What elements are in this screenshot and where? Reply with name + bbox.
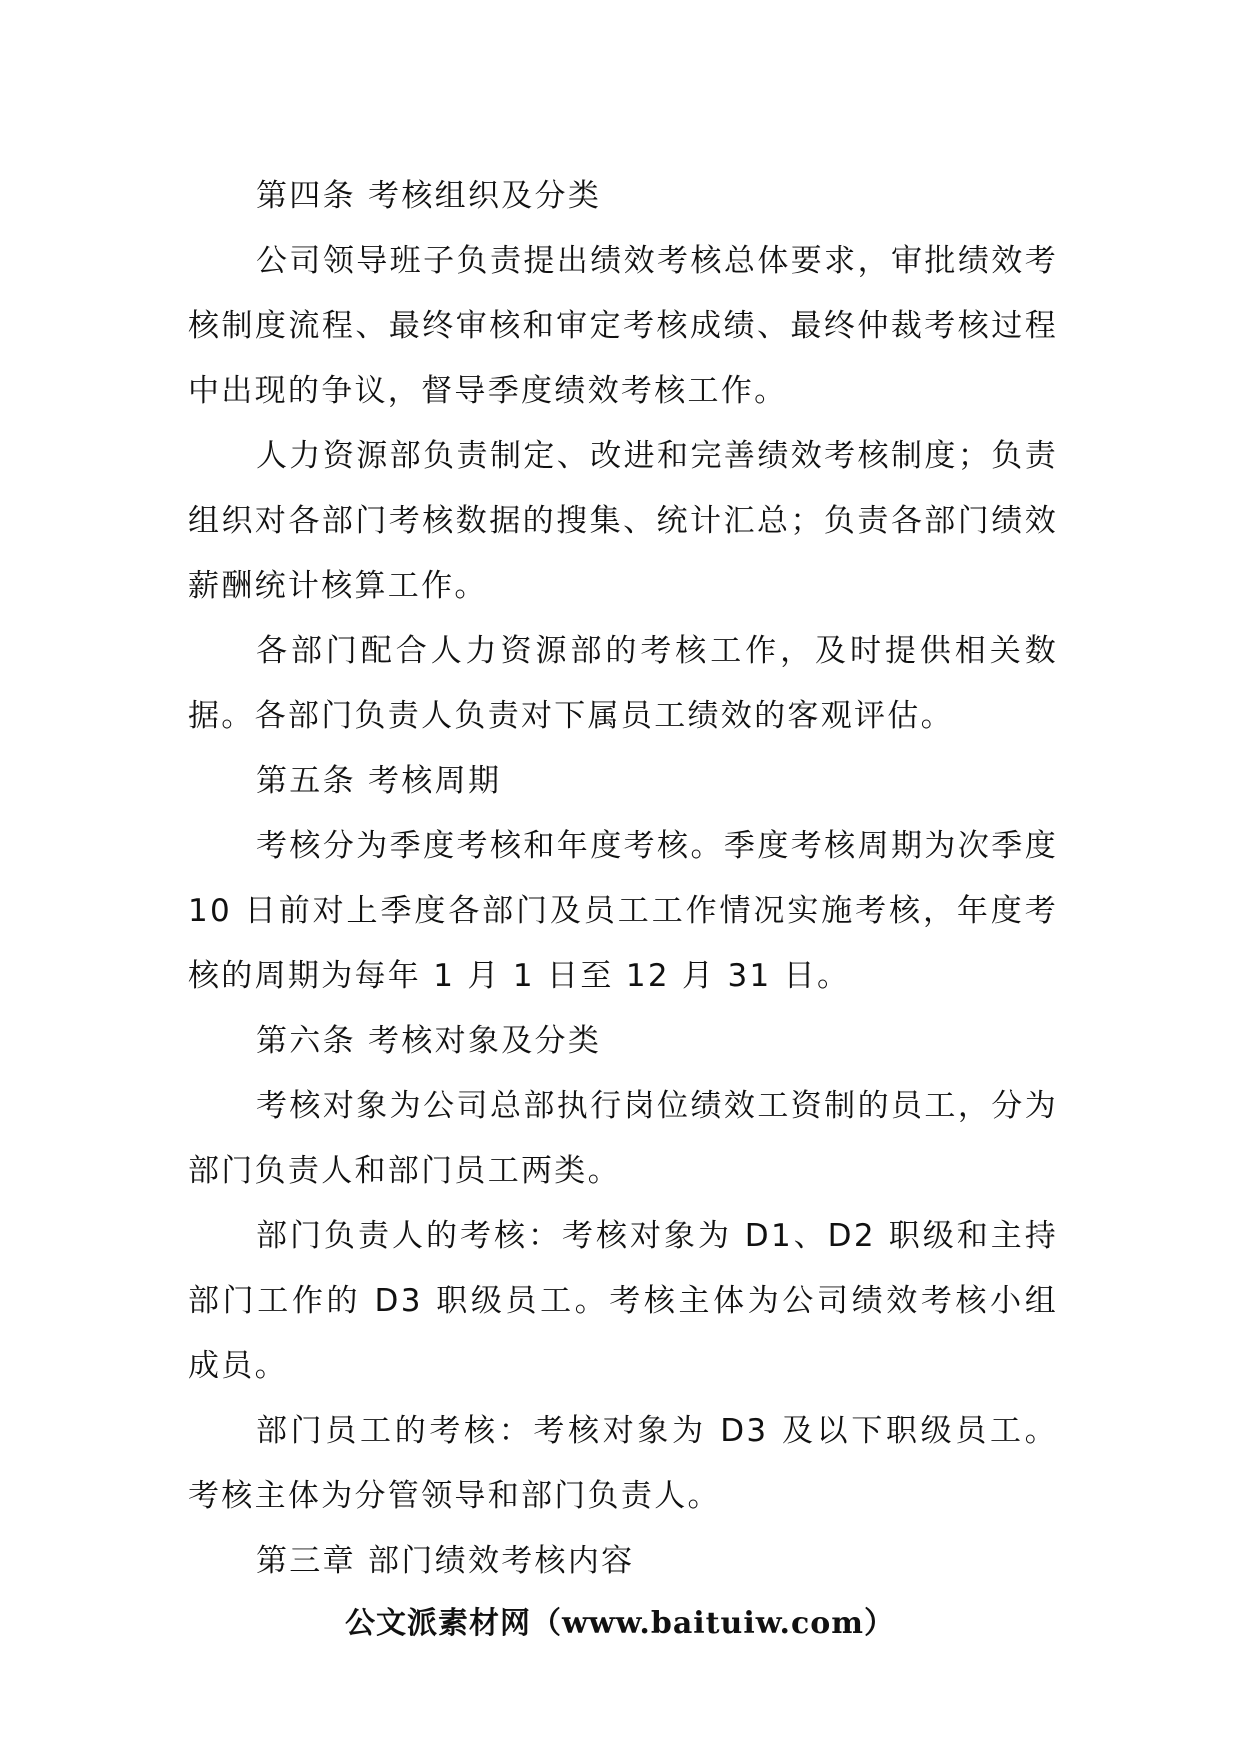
body-paragraph: 人力资源部负责制定、改进和完善绩效考核制度；负责组织对各部门考核数据的搜集、统计汇总；负责各部门绩效薪酬统计核算工作。 bbox=[188, 438, 1058, 604]
body-paragraph: 部门员工的考核：考核对象为 D3 及以下职级员工。考核主体为分管领导和部门负责人。 bbox=[188, 1413, 1058, 1514]
footer-watermark: 公文派素材网（www.baituiw.com） bbox=[344, 1606, 896, 1641]
chapter-heading: 第三章 部门绩效考核内容 bbox=[256, 1543, 635, 1579]
body-paragraph: 考核分为季度考核和年度考核。季度考核周期为次季度 10 日前对上季度各部门及员工工作情况实施考核，年度考核的周期为每年 1 月 1 日至 12 月 31 日。 bbox=[188, 828, 1058, 994]
article-heading: 第五条 考核周期 bbox=[256, 763, 502, 799]
body-paragraph: 部门负责人的考核：考核对象为 D1、D2 职级和主持部门工作的 D3 职级员工。考核主体为公司绩效考核小组成员。 bbox=[188, 1218, 1058, 1384]
body-paragraph: 公司领导班子负责提出绩效考核总体要求，审批绩效考核制度流程、最终审核和审定考核成绩、最终仲裁考核过程中出现的争议，督导季度绩效考核工作。 bbox=[188, 243, 1058, 409]
article-heading: 第六条 考核对象及分类 bbox=[256, 1023, 602, 1059]
document-body bbox=[188, 164, 1058, 1594]
body-paragraph: 考核对象为公司总部执行岗位绩效工资制的员工，分为部门负责人和部门员工两类。 bbox=[188, 1088, 1058, 1189]
body-paragraph: 各部门配合人力资源部的考核工作，及时提供相关数据。各部门负责人负责对下属员工绩效的客观评估。 bbox=[188, 633, 1058, 734]
article-heading: 第四条 考核组织及分类 bbox=[256, 178, 602, 214]
